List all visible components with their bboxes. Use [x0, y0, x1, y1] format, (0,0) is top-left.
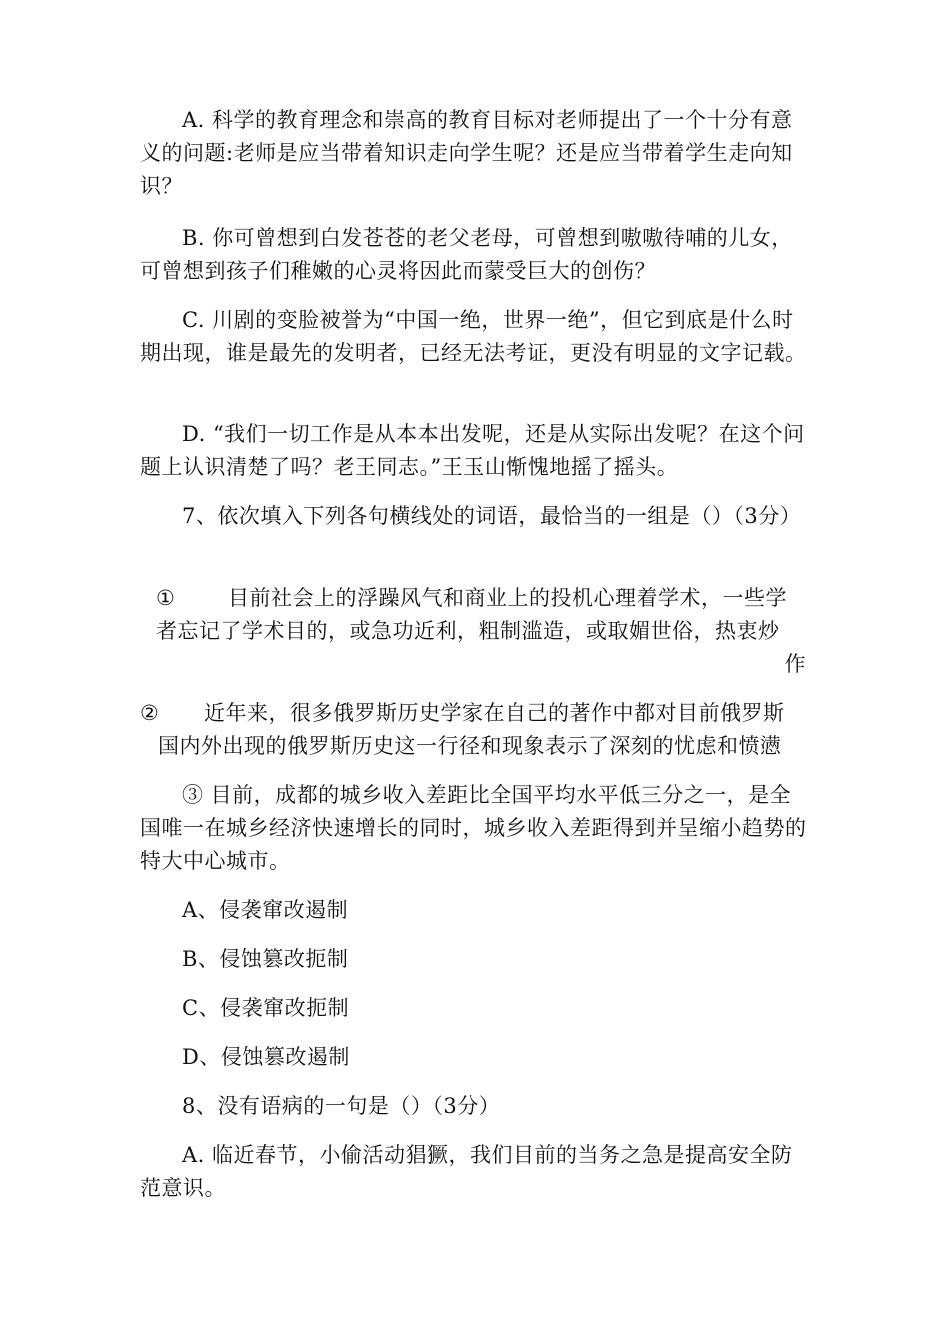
q7-option-a: A、侵袭窜改遏制 [182, 898, 349, 922]
q6-option-a: A. 科学的教育理念和崇高的教育目标对老师提出了一个十分有意义的问题:老师是应当带着知识走向学生呢？还是应当带着学生走向知识？ [140, 108, 793, 198]
q6-option-b: B. 你可曾想到白发苍苍的老父老母，可曾想到嗷嗷待哺的儿女，可曾想到孩子们稚嫩的心灵将因此而蒙受巨大的创伤？ [140, 226, 793, 283]
q7-stem: 7、依次填入下列各句横线处的词语，最恰当的一组是（）（3分） [182, 504, 802, 528]
item-line: 者忘记了学术目的，或急功近利，粗制滥造，或取媚世俗，热衷炒 [156, 619, 780, 643]
item-line: 作 [784, 652, 806, 676]
item-line: 目前社会上的浮躁风气和商业上的投机心理着学术，一些学 [228, 586, 787, 610]
item-line: 近年来，很多俄罗斯历史学家在自己的著作中都对目前俄罗斯 [204, 701, 785, 725]
q7-item-3: ③ 目前，成都的城乡收入差距比全国平均水平低三分之一，是全国唯一在城乡经济快速增长的同时，城乡收入差距得到并呈缩小趋势的特大中心城市。 [140, 783, 807, 873]
q6-option-c: C. 川剧的变脸被誉为“中国一绝，世界一绝”，但它到底是什么时期出现，谁是最先的发明者，已经无法考证，更没有明显的文字记载。 [140, 308, 807, 365]
q8-option-a: A. 临近春节，小偷活动猖獗，我们目前的当务之急是提高安全防范意识。 [140, 1143, 793, 1200]
q7-option-b: B、侵蚀篡改扼制 [182, 947, 349, 971]
item-number: ① [156, 586, 175, 610]
item-line: 国内外出现的俄罗斯历史这一行径和现象表示了深刻的忧虑和愤懑 [158, 734, 782, 758]
q8-stem: 8、没有语病的一句是（）（3分） [182, 1094, 501, 1118]
q6-option-d: D. “我们一切工作是从本本出发呢，还是从实际出发呢？在这个问题上认识清楚了吗？老王同志。”王玉山惭愧地摇了摇头。 [140, 422, 805, 479]
item-number: ② [140, 701, 159, 725]
q7-option-d: D、侵蚀篡改遏制 [182, 1045, 350, 1069]
q7-option-c: C、侵袭窜改扼制 [182, 996, 350, 1020]
